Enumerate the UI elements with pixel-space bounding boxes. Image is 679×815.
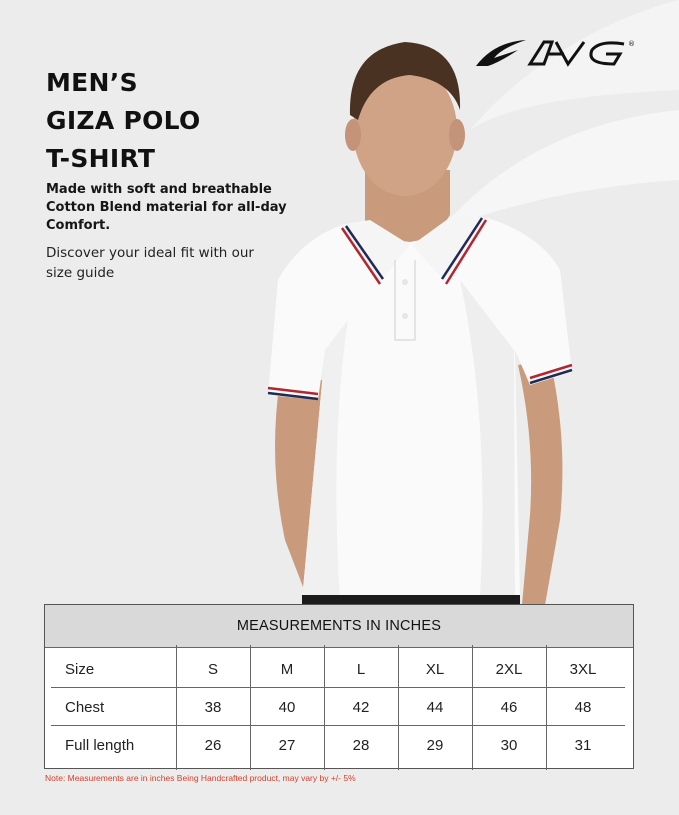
size-cell: S bbox=[207, 660, 218, 678]
registered-mark: ® bbox=[628, 40, 635, 48]
measurement-note: Note: Measurements are in inches Being Handcrafted product, may vary by +/- 5% bbox=[45, 773, 356, 783]
row-label: Full length bbox=[65, 736, 135, 754]
row-divider bbox=[51, 725, 625, 726]
size-chart-table bbox=[44, 604, 634, 769]
product-title-line: MEN’S bbox=[46, 68, 138, 97]
table-row-size bbox=[51, 651, 625, 687]
brand-logo bbox=[474, 36, 638, 70]
measurement-cell: 40 bbox=[278, 698, 296, 716]
size-cell: XL bbox=[425, 660, 445, 678]
table-row-chest bbox=[51, 689, 625, 725]
product-description: Made with soft and breathable Cotton Blend material for all-day Comfort. bbox=[46, 182, 287, 233]
measurement-cell: 28 bbox=[352, 736, 370, 754]
row-label: Chest bbox=[65, 698, 105, 716]
product-title-line: GIZA POLO bbox=[46, 106, 201, 135]
logo-wing-icon bbox=[476, 40, 526, 66]
size-cell: M bbox=[280, 660, 294, 678]
size-cell: L bbox=[356, 660, 366, 678]
product-title bbox=[46, 64, 201, 178]
row-divider bbox=[51, 687, 625, 688]
product-title-line: T-SHIRT bbox=[46, 144, 156, 173]
measurement-cell: 26 bbox=[204, 736, 222, 754]
measurement-cell: 48 bbox=[574, 698, 592, 716]
size-cell: 2XL bbox=[495, 660, 523, 678]
measurement-cell: 27 bbox=[278, 736, 296, 754]
size-guide-tagline: Discover your ideal fit with our size guide bbox=[46, 245, 254, 281]
measurement-cell: 46 bbox=[500, 698, 518, 716]
measurement-cell: 42 bbox=[352, 698, 370, 716]
row-label: Size bbox=[65, 660, 95, 678]
measurement-cell: 31 bbox=[574, 736, 592, 754]
measurement-cell: 30 bbox=[500, 736, 518, 754]
size-cell: 3XL bbox=[569, 660, 597, 678]
table-title: MEASUREMENTS IN INCHES bbox=[45, 605, 633, 648]
model-photo bbox=[230, 20, 600, 610]
measurement-cell: 44 bbox=[426, 698, 444, 716]
table-row-full-length bbox=[51, 727, 625, 763]
measurement-cell: 38 bbox=[204, 698, 222, 716]
logo-letter-g bbox=[591, 43, 624, 64]
measurement-cell: 29 bbox=[426, 736, 444, 754]
